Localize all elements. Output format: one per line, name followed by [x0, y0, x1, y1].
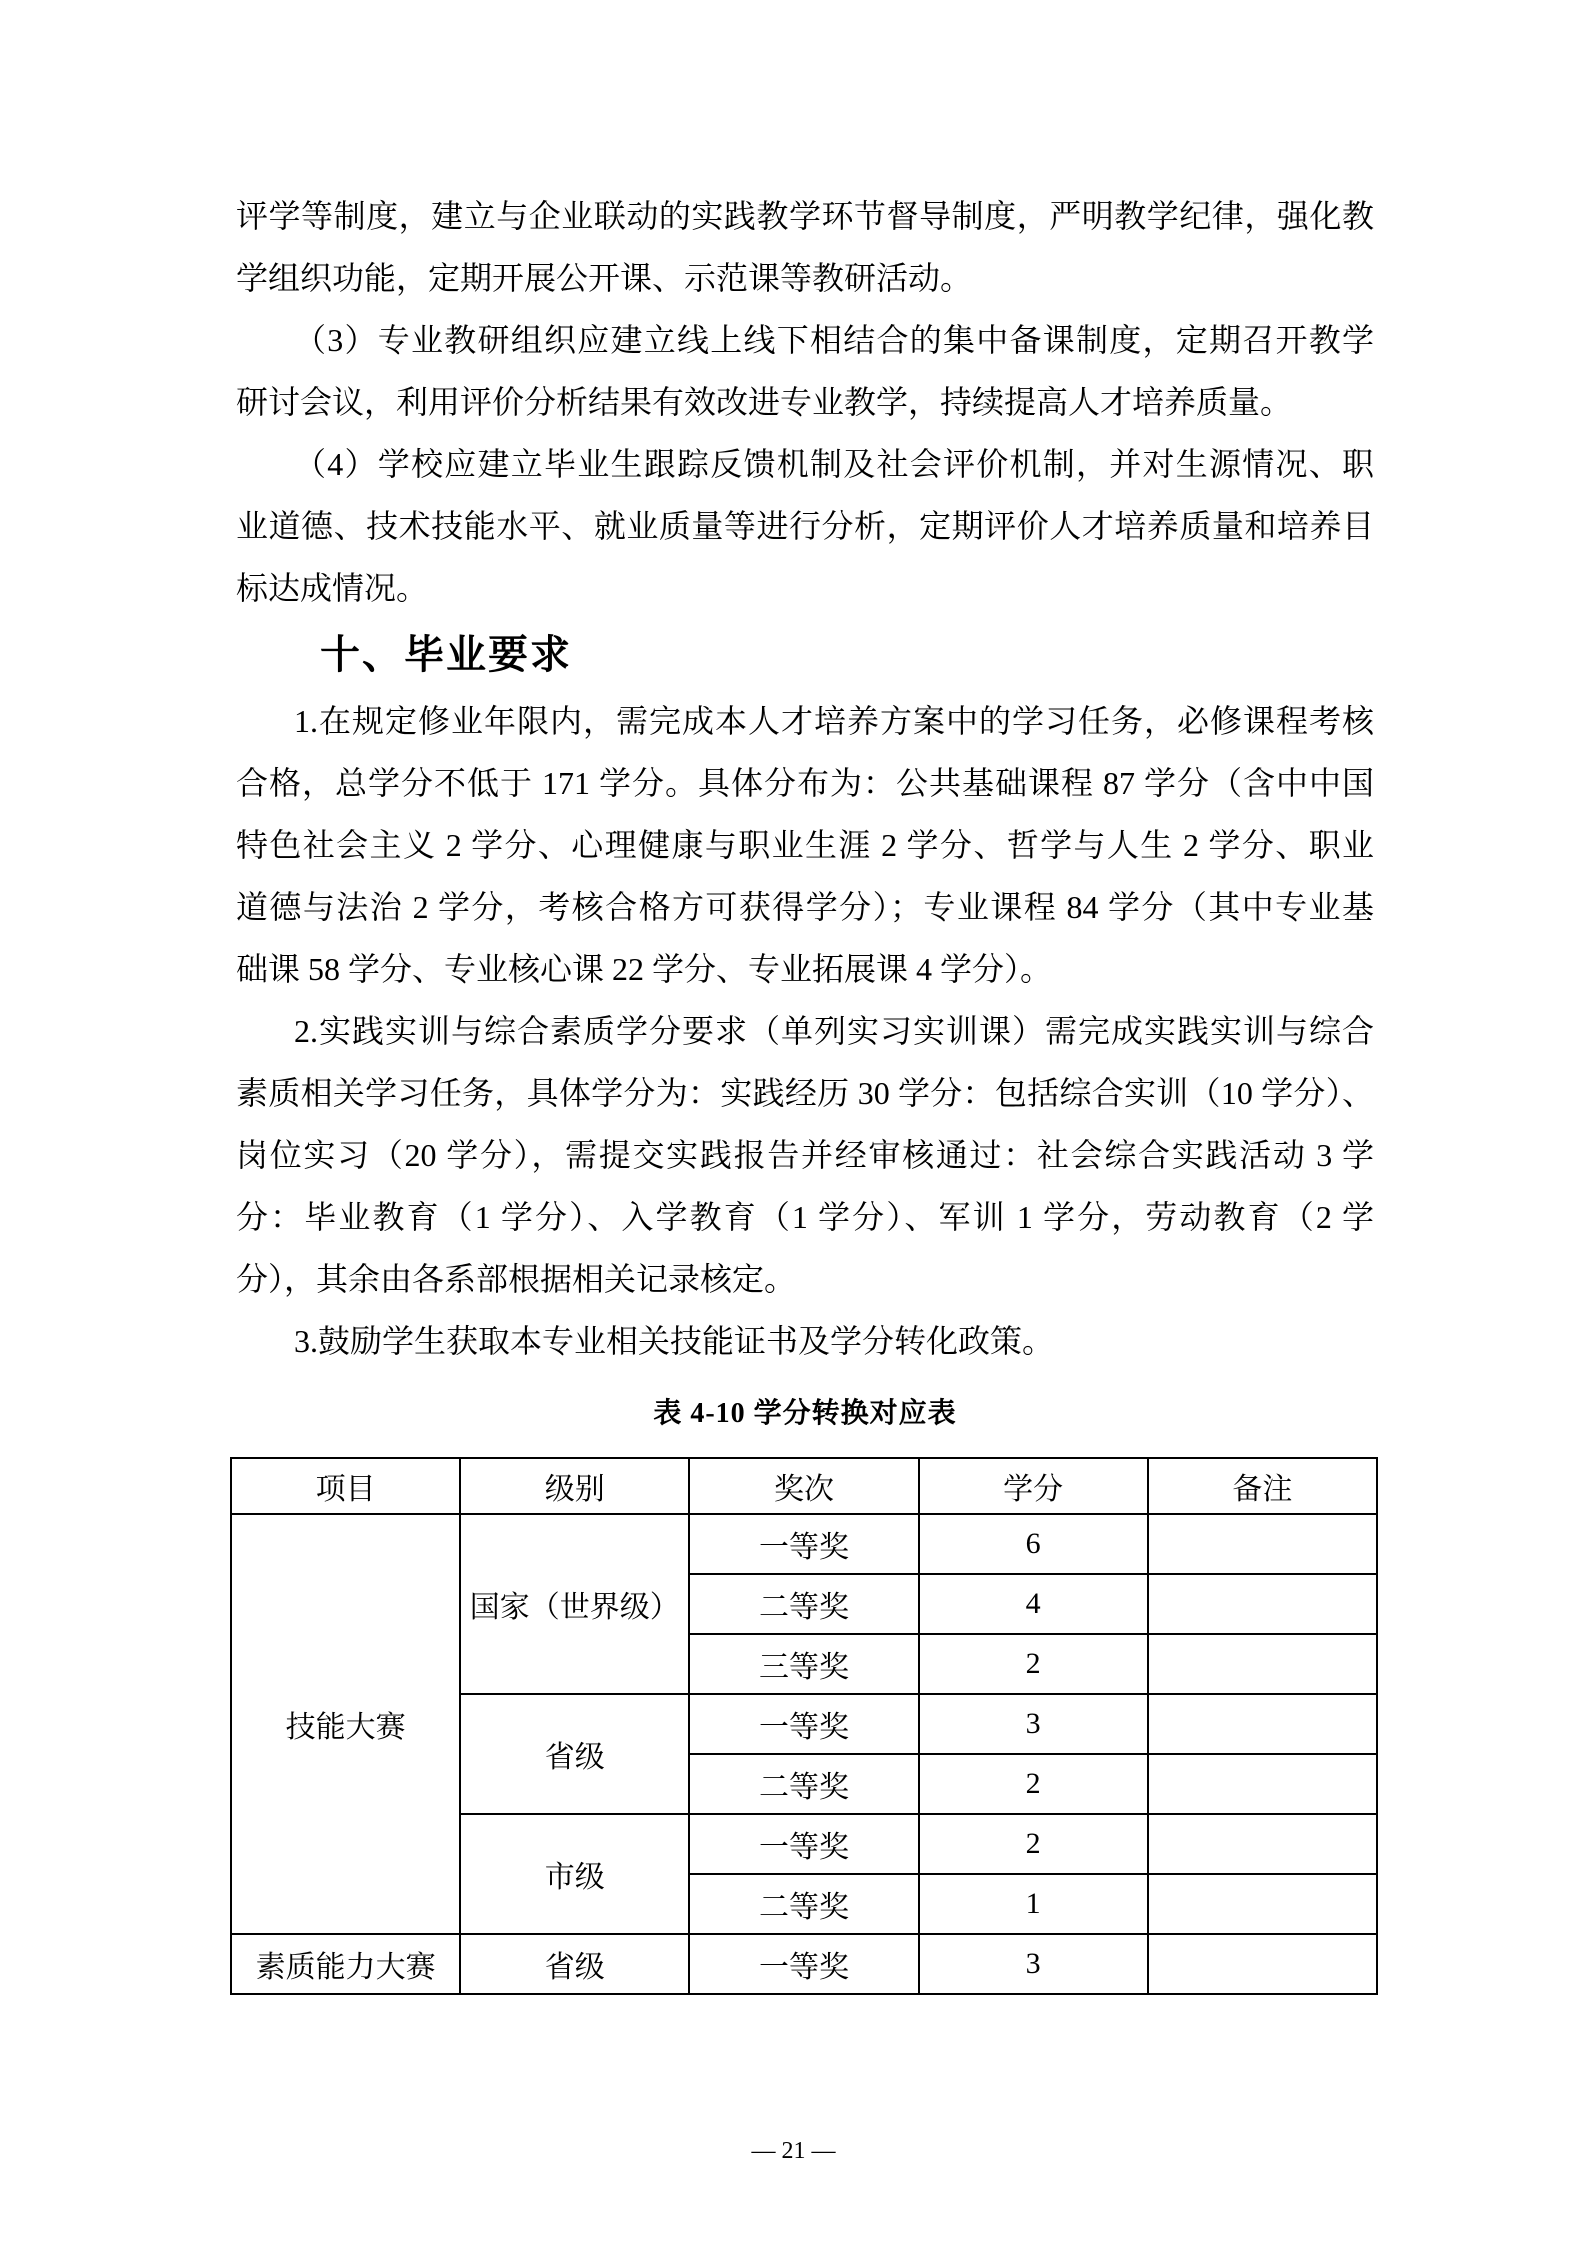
- table-cell-note: [1148, 1694, 1377, 1754]
- credit-conversion-table: [230, 1457, 1378, 1995]
- table-cell-note: [1148, 1634, 1377, 1694]
- table-cell-credits: 6: [919, 1514, 1148, 1574]
- paragraph-line: 分），其余由各系部根据相关记录核定。: [236, 1261, 797, 1297]
- table-cell-award: 二等奖: [689, 1874, 918, 1934]
- table-cell-award: 一等奖: [689, 1514, 918, 1574]
- table-cell-project: 技能大赛: [231, 1514, 460, 1934]
- table-cell-note: [1148, 1754, 1377, 1814]
- table-cell-level: 市级: [460, 1814, 689, 1934]
- paragraph-line: （3）专业教研组织应建立线上线下相结合的集中备课制度，定期召开教学: [294, 322, 1374, 358]
- paragraph-line: 1.在规定修业年限内，需完成本人才培养方案中的学习任务，必修课程考核: [294, 703, 1374, 739]
- paragraph-line: 标达成情况。: [236, 570, 429, 606]
- table-caption: 表 4-10 学分转换对应表: [653, 1398, 957, 1429]
- paragraph-requirement-3: [236, 1310, 1374, 1372]
- table-header-level: 级别: [460, 1458, 689, 1514]
- table-cell-project: 素质能力大赛: [231, 1934, 460, 1994]
- paragraph-requirement-2: [236, 1000, 1374, 1310]
- paragraph-line: 础课 58 学分、专业核心课 22 学分、专业拓展课 4 学分）。: [236, 951, 1053, 987]
- table-row: [231, 1934, 1377, 1994]
- table-header-project: 项目: [231, 1458, 460, 1514]
- table-cell-credits: 3: [919, 1694, 1148, 1754]
- table-cell-level: 省级: [460, 1934, 689, 1994]
- paragraph-item4: [236, 433, 1374, 619]
- paragraph-line: 岗位实习（20 学分），需提交实践报告并经审核通过：社会综合实践活动 3 学: [236, 1137, 1374, 1173]
- table-cell-credits: 3: [919, 1934, 1148, 1994]
- table-cell-award: 一等奖: [689, 1934, 918, 1994]
- paragraph-line: 3.鼓励学生获取本专业相关技能证书及学分转化政策。: [294, 1323, 1055, 1359]
- table-row: [231, 1514, 1377, 1574]
- table-header-credits: 学分: [919, 1458, 1148, 1514]
- paragraph-line: 评学等制度，建立与企业联动的实践教学环节督导制度，严明教学纪律，强化教: [236, 198, 1374, 234]
- paragraph-line: 业道德、技术技能水平、就业质量等进行分析，定期评价人才培养质量和培养目: [236, 508, 1374, 544]
- paragraph-line: 研讨会议，利用评价分析结果有效改进专业教学，持续提高人才培养质量。: [236, 384, 1293, 420]
- table-header-note: 备注: [1148, 1458, 1377, 1514]
- paragraph-line: （4）学校应建立毕业生跟踪反馈机制及社会评价机制，并对生源情况、职: [294, 446, 1374, 482]
- table-cell-award: 二等奖: [689, 1754, 918, 1814]
- paragraph-requirement-1: [236, 690, 1374, 1000]
- paragraph-item3: [236, 309, 1374, 433]
- table-header-award: 奖次: [689, 1458, 918, 1514]
- paragraph-line: 合格，总学分不低于 171 学分。具体分布为：公共基础课程 87 学分（含中中国: [236, 765, 1374, 801]
- table-cell-award: 一等奖: [689, 1694, 918, 1754]
- table-header-row: [231, 1458, 1377, 1514]
- table-cell-award: 一等奖: [689, 1814, 918, 1874]
- table-cell-note: [1148, 1934, 1377, 1994]
- table-cell-credits: 2: [919, 1634, 1148, 1694]
- table-cell-note: [1148, 1514, 1377, 1574]
- paragraph-line: 2.实践实训与综合素质学分要求（单列实习实训课）需完成实践实训与综合: [294, 1013, 1374, 1049]
- table-cell-note: [1148, 1814, 1377, 1874]
- table-cell-award: 二等奖: [689, 1574, 918, 1634]
- section-heading: 十、毕业要求: [320, 632, 572, 678]
- table-cell-level: 省级: [460, 1694, 689, 1814]
- paragraph-line: 学组织功能，定期开展公开课、示范课等教研活动。: [236, 260, 973, 296]
- table-cell-award: 三等奖: [689, 1634, 918, 1694]
- page-body: [236, 185, 1374, 1995]
- table-cell-credits: 2: [919, 1814, 1148, 1874]
- table-cell-note: [1148, 1874, 1377, 1934]
- table-cell-note: [1148, 1574, 1377, 1634]
- paragraph-line: 道德与法治 2 学分，考核合格方可获得学分）；专业课程 84 学分（其中专业基: [236, 889, 1374, 925]
- table-cell-level: 国家（世界级）: [460, 1514, 689, 1694]
- paragraph-line: 特色社会主义 2 学分、心理健康与职业生涯 2 学分、哲学与人生 2 学分、职业: [236, 827, 1374, 863]
- table-cell-credits: 2: [919, 1754, 1148, 1814]
- paragraph-line: 分：毕业教育（1 学分）、入学教育（1 学分）、军训 1 学分，劳动教育（2 学: [236, 1199, 1374, 1235]
- paragraph-carryover: [236, 185, 1374, 309]
- table-cell-credits: 4: [919, 1574, 1148, 1634]
- page-number: — 21 —: [751, 2138, 836, 2164]
- paragraph-line: 素质相关学习任务，具体学分为：实践经历 30 学分：包括综合实训（10 学分）、: [236, 1075, 1374, 1111]
- table-cell-credits: 1: [919, 1874, 1148, 1934]
